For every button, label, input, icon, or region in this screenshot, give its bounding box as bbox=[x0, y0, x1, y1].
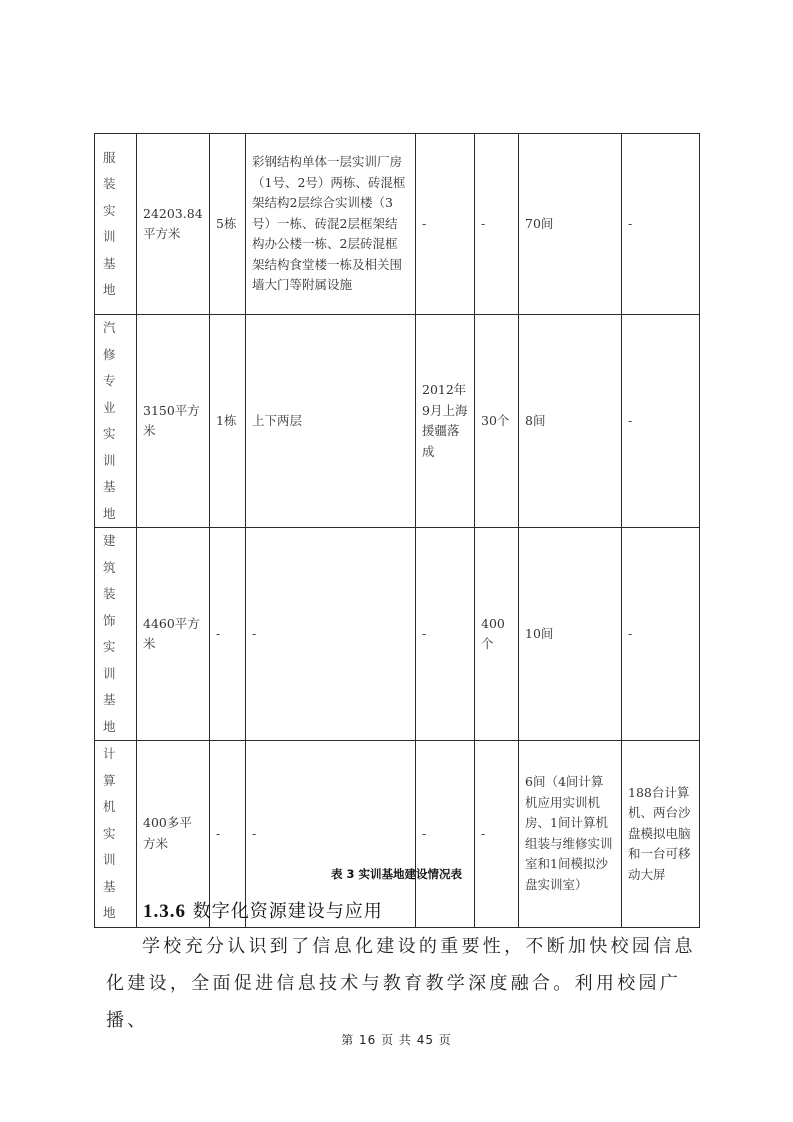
area-cell: 400多平方米 bbox=[137, 741, 210, 928]
buildings-cell: 5栋 bbox=[210, 134, 246, 315]
buildings-cell: - bbox=[210, 741, 246, 928]
table-caption: 表 3 实训基地建设情况表 bbox=[330, 867, 462, 881]
section-heading bbox=[143, 897, 383, 923]
section-title: 数字化资源建设与应用 bbox=[192, 901, 383, 922]
equipment-cell: 188台计算机、两台沙盘模拟电脑和一台可移动大屏 bbox=[622, 741, 700, 928]
structure-cell: 彩钢结构单体一层实训厂房（1号、2号）两栋、砖混框架结构2层综合实训楼（3号）一栋、砖混2层框架结构办公楼一栋、2层砖混框架结构食堂楼一栋及相关围墙大门等附属设施 bbox=[246, 134, 416, 315]
stations-cell: 30个 bbox=[475, 315, 519, 528]
table-row bbox=[95, 528, 700, 741]
structure-cell: - bbox=[246, 741, 416, 928]
body-paragraph: 学校充分认识到了信息化建设的重要性，不断加快校园信息化建设，全面促进信息技术与教育教学深度融合。利用校园广播、 bbox=[106, 936, 696, 1031]
page-footer: 第 16 页 共 45 页 bbox=[341, 1033, 452, 1047]
rooms-cell: 8间 bbox=[519, 315, 622, 528]
structure-cell: 上下两层 bbox=[246, 315, 416, 528]
rooms-cell: 70间 bbox=[519, 134, 622, 315]
area-cell: 3150平方米 bbox=[137, 315, 210, 528]
completion-cell: - bbox=[416, 528, 475, 741]
section-number: 1.3.6 bbox=[143, 901, 186, 922]
equipment-cell: - bbox=[622, 315, 700, 528]
rooms-cell: 6间（4间计算机应用实训机房、1间计算机组装与维修实训室和1间模拟沙盘实训室） bbox=[519, 741, 622, 928]
base-name-cell: 建筑装饰实训基地 bbox=[95, 528, 137, 741]
rooms-cell: 10间 bbox=[519, 528, 622, 741]
buildings-cell: 1栋 bbox=[210, 315, 246, 528]
completion-cell: - bbox=[416, 134, 475, 315]
area-cell: 4460平方米 bbox=[137, 528, 210, 741]
stations-cell: - bbox=[475, 741, 519, 928]
stations-cell: 400个 bbox=[475, 528, 519, 741]
stations-cell: - bbox=[475, 134, 519, 315]
table-row bbox=[95, 315, 700, 528]
base-name-cell: 汽修专业实训基地 bbox=[95, 315, 137, 528]
completion-cell: 2012年9月上海援疆落成 bbox=[416, 315, 475, 528]
area-cell: 24203.84平方米 bbox=[137, 134, 210, 315]
structure-cell: - bbox=[246, 528, 416, 741]
equipment-cell: - bbox=[622, 134, 700, 315]
completion-cell: - bbox=[416, 741, 475, 928]
equipment-cell: - bbox=[622, 528, 700, 741]
table-row bbox=[95, 134, 700, 315]
base-name-cell: 服装实训基地 bbox=[95, 134, 137, 315]
training-base-table bbox=[94, 133, 700, 928]
buildings-cell: - bbox=[210, 528, 246, 741]
base-name-cell: 计算机实训基地 bbox=[95, 741, 137, 928]
